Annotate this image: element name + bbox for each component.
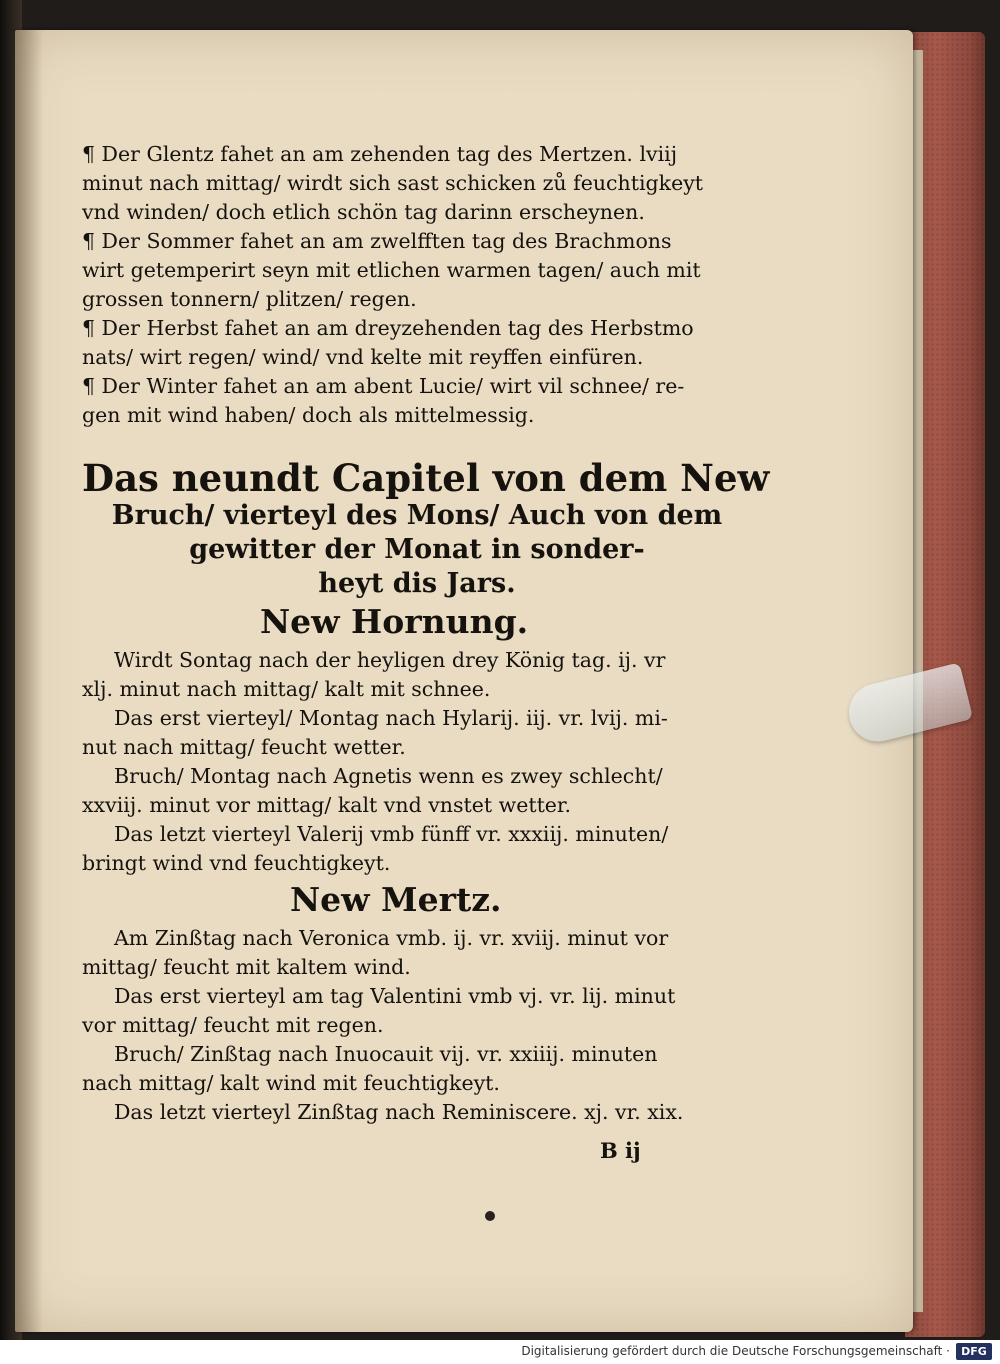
text-line: nats/ wirt regen/ wind/ vnd kelte mit reyffen einfüren. [82,345,644,369]
text-line: Bruch/ Montag nach Agnetis wenn es zwey schlecht/ [114,764,663,788]
chapter-heading [82,456,770,600]
chapter-heading-line: heyt dis Jars. [318,568,516,599]
page-gutter-shadow [15,30,43,1332]
text-line: Das erst vierteyl/ Montag nach Hylarij. iij. vr. lvij. mi- [114,706,668,730]
chapter-heading-line: gewitter der Monat in sonder- [189,534,645,565]
signature-mark: B ij [600,1138,641,1163]
dfg-logo-icon: DFG [956,1343,992,1360]
month-title-hornung: New Hornung. [260,602,529,641]
text-line: Das letzt vierteyl Zinßtag nach Reminiscere. xj. vr. xix. [114,1100,684,1124]
text-line: bringt wind vnd feuchtigkeyt. [82,851,391,875]
text-line: Bruch/ Zinßtag nach Inuocauit vij. vr. xxiiij. minuten [114,1042,658,1066]
month-entries-hornung [82,646,752,878]
text-line: Wirdt Sontag nach der heyligen drey König tag. ij. vr [114,648,666,672]
text-line: ¶ Der Glentz fahet an am zehenden tag des Mertzen. lviij [82,142,678,166]
ink-dot [485,1211,495,1221]
text-line: ¶ Der Winter fahet an am abent Lucie/ wirt vil schnee/ re- [82,374,685,398]
footer-bar [0,1340,1000,1364]
text-line: nach mittag/ kalt wind mit feuchtigkeyt. [82,1071,500,1095]
page-text [82,140,770,1127]
text-line: xxviij. minut vor mittag/ kalt vnd vnstet wetter. [82,793,571,817]
text-line: mittag/ feucht mit kaltem wind. [82,955,411,979]
text-line: nut nach mittag/ feucht wetter. [82,735,406,759]
text-line: vor mittag/ feucht mit regen. [82,1013,384,1037]
text-line: gen mit wind haben/ doch als mittelmessig. [82,403,535,427]
season-paragraphs [82,140,752,430]
text-line: xlj. minut nach mittag/ kalt mit schnee. [82,677,491,701]
month-entries-mertz [82,924,752,1127]
chapter-heading-line: Das neundt Capitel von dem New [82,456,770,500]
text-line: Am Zinßtag nach Veronica vmb. ij. vr. xviij. minut vor [114,926,669,950]
text-line: ¶ Der Herbst fahet an am dreyzehenden tag des Herbstmo [82,316,694,340]
text-line: Das erst vierteyl am tag Valentini vmb vj. vr. lij. minut [114,984,676,1008]
month-title-mertz: New Mertz. [290,880,502,919]
footer-credit: Digitalisierung gefördert durch die Deutsche Forschungsgemeinschaft · [521,1344,950,1358]
text-line: minut nach mittag/ wirdt sich sast schicken zů feuchtigkeyt [82,171,704,195]
text-line: wirt getemperirt seyn mit etlichen warmen tagen/ auch mit [82,258,701,282]
text-line: Das letzt vierteyl Valerij vmb fünff vr. xxxiij. minuten/ [114,822,669,846]
text-line: ¶ Der Sommer fahet an am zwelfften tag des Brachmons [82,229,672,253]
text-line: grossen tonnern/ plitzen/ regen. [82,287,417,311]
text-line: vnd winden/ doch etlich schön tag darinn erscheynen. [82,200,645,224]
chapter-heading-line: Bruch/ vierteyl des Mons/ Auch von dem [111,500,723,531]
